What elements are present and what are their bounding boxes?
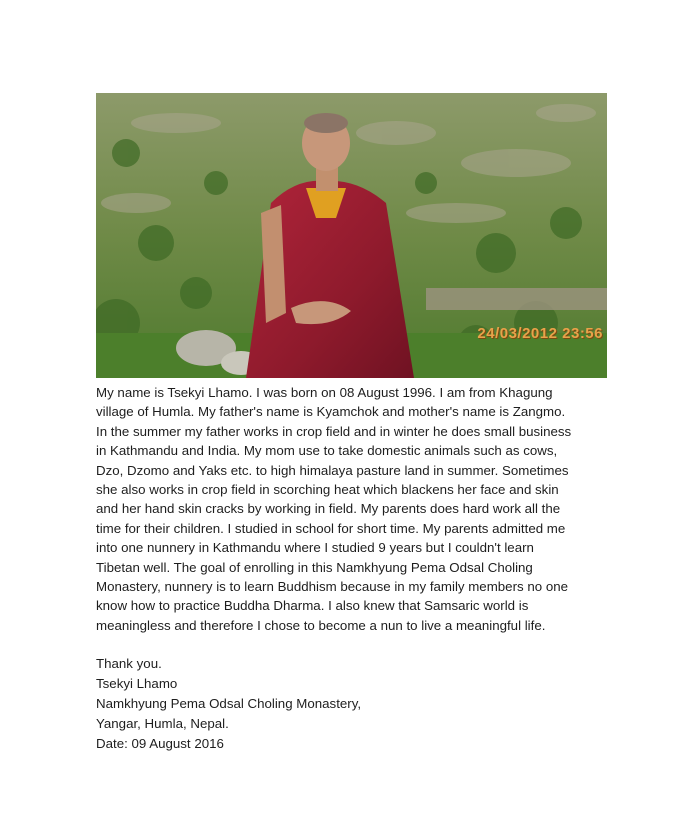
letter-date: Date: 09 August 2016 xyxy=(96,736,224,751)
closing-thanks: Thank you. xyxy=(96,656,162,671)
letter-line: My name is Tsekyi Lhamo. I was born on 08 August 1996. I am from Khagung xyxy=(96,385,553,400)
letter-line: village of Humla. My father's name is Kyamchok and mother's name is Zangmo. xyxy=(96,404,566,420)
monastery-name: Namkhyung Pema Odsal Choling Monastery, xyxy=(96,696,362,711)
letter-line: know how to practice Buddha Dharma. I also knew that Samsaric world is xyxy=(96,598,529,614)
letter-line: time for their children. I studied in school for short time. My parents admitted me xyxy=(96,520,566,536)
letter-line: in Kathmandu and India. My mom use to take domestic animals such as cows, xyxy=(96,443,558,459)
letter-line: and her hand skin cracks by working in field. My parents does hard work all the xyxy=(96,501,561,517)
letter-signoff xyxy=(96,654,616,754)
portrait-photo xyxy=(96,93,607,378)
letter-line: she also works in crop field in scorching heat which blackens her face and skin xyxy=(96,482,559,498)
author-location: Yangar, Humla, Nepal. xyxy=(96,716,229,731)
letter-line: Monastery, nunnery is to learn Buddhism because in my family members no one xyxy=(96,579,569,595)
letter-body xyxy=(96,383,616,635)
letter-line: Dzo, Dzomo and Yaks etc. to high himalaya pasture land in summer. Sometimes xyxy=(96,462,569,478)
letter-line: into one nunnery in Kathmandu where I studied 9 years but I couldn't learn xyxy=(96,540,534,556)
author-name: Tsekyi Lhamo xyxy=(96,676,178,691)
photo-timestamp: 24/03/2012 23:56 xyxy=(477,325,603,342)
letter-line: Tibetan well. The goal of enrolling in this Namkhyung Pema Odsal Choling xyxy=(96,559,533,575)
letter-line: In the summer my father works in crop field and in winter he does small business xyxy=(96,423,572,439)
letter-line: meaningless and therefore I chose to become a nun to live a meaningful life. xyxy=(96,617,546,633)
